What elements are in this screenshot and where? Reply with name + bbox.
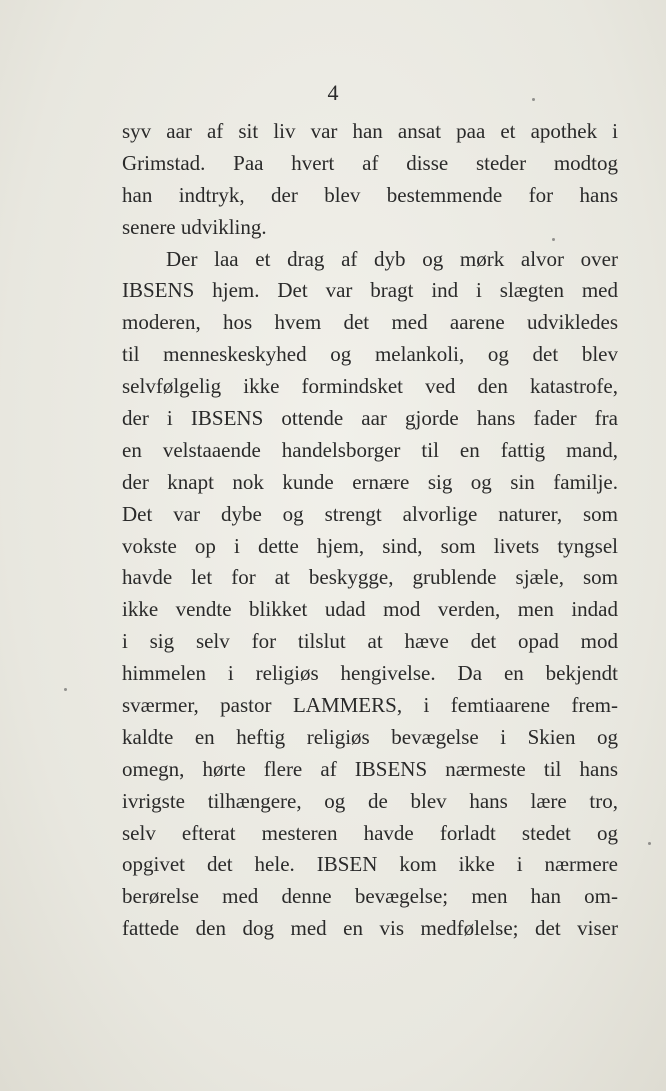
text-line: vokste op i dette hjem, sind, som livets tyngsel xyxy=(122,533,618,558)
paper-speck xyxy=(648,842,651,845)
text-line: Grimstad. Paa hvert af disse steder modtog xyxy=(122,150,618,175)
text-line: ivrigste tilhængere, og de blev hans lære tro, xyxy=(122,788,618,813)
paper-speck xyxy=(64,688,67,691)
text-line: omegn, hørte flere af IBSENS nærmeste til hans xyxy=(122,756,618,781)
paper-speck xyxy=(552,238,555,241)
text-line: himmelen i religiøs hengivelse. Da en bekjendt xyxy=(122,661,618,686)
text-line: i sig selv for tilslut at hæve det opad mod xyxy=(122,629,618,654)
text-line: en velstaaende handelsborger til en fattig mand, xyxy=(122,437,618,462)
text-line: senere udvikling. xyxy=(122,214,267,239)
paper-speck xyxy=(532,98,535,101)
text-line: syv aar af sit liv var han ansat paa et apothek i xyxy=(122,119,618,143)
text-line: han indtryk, der blev bestemmende for hans xyxy=(122,182,618,207)
text-line: berørelse med denne bevægelse; men han om- xyxy=(122,884,618,909)
text-line: Det var dybe og strengt alvorlige naturer, som xyxy=(122,501,618,526)
text-line: ikke vendte blikket udad mod verden, men indad xyxy=(122,597,618,622)
text-line: til menneskeskyhed og melankoli, og det blev xyxy=(122,342,618,367)
text-line: IBSENS hjem. Det var bragt ind i slægten med xyxy=(122,278,618,303)
text-line: selv efterat mesteren havde forladt stedet og xyxy=(122,820,618,845)
text-line: havde let for at beskygge, grublende sjæle, som xyxy=(122,565,618,590)
text-line: der knapt nok kunde ernære sig og sin familje. xyxy=(122,469,618,494)
body-text xyxy=(122,116,618,945)
text-line: moderen, hos hvem det med aarene udvikledes xyxy=(122,310,618,335)
text-line: opgivet det hele. IBSEN kom ikke i nærmere xyxy=(122,852,618,877)
text-line: fattede den dog med en vis medfølelse; det viser xyxy=(122,916,618,941)
text-line: Der laa et drag af dyb og mørk alvor over xyxy=(166,246,618,271)
text-line: kaldte en heftig religiøs bevægelse i Skien og xyxy=(122,724,618,749)
text-line: der i IBSENS ottende aar gjorde hans fader fra xyxy=(122,406,618,431)
text-line: sværmer, pastor LAMMERS, i femtiaarene frem- xyxy=(122,693,618,718)
page-number: 4 xyxy=(327,80,339,105)
text-line: selvfølgelig ikke formindsket ved den katastrofe, xyxy=(122,374,618,399)
